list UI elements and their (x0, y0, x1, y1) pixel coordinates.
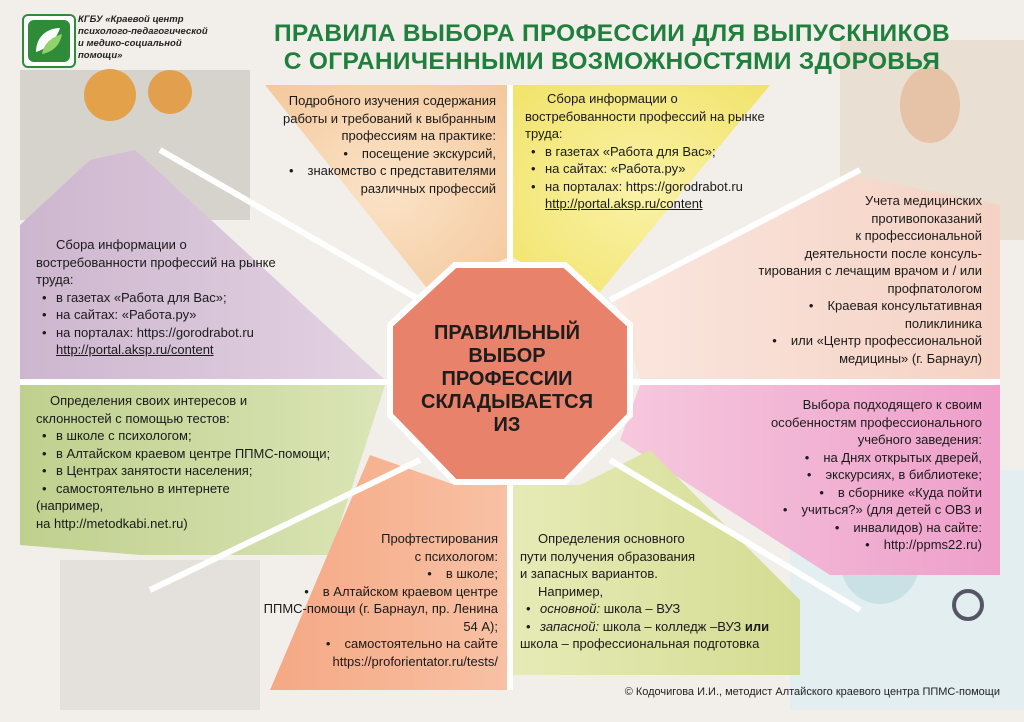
page-title (232, 20, 992, 76)
list-item-main (520, 600, 820, 618)
block-line: на http://metodkabi.net.ru) (36, 515, 188, 531)
portal-link[interactable]: http://portal.aksp.ru/content (56, 342, 214, 357)
or-word: или (744, 618, 770, 634)
list-item: • на порталах: https://gorodrabot.ru (525, 178, 805, 196)
block-line: учебного заведения: (857, 432, 982, 447)
block-line: Профтестирования (381, 531, 498, 546)
list-item: • учиться?» (для детей с ОВЗ и (730, 501, 982, 519)
list-item: • инвалидов) на сайте: (730, 519, 982, 537)
list-item: • или «Центр профессиональной медицины» (г. Барнаул) (730, 332, 982, 367)
block-line: Например, (538, 583, 604, 599)
block-line: труда: (36, 272, 74, 287)
block-line: востребованности профессий на рынке (36, 254, 276, 270)
list-item: • в газетах «Работа для Вас»; (36, 289, 326, 307)
main-text: школа – ВУЗ (600, 601, 681, 616)
block-line: и запасных вариантов. (520, 566, 658, 581)
block-line: тирования с лечащим врачом и / или (758, 263, 982, 278)
block-line: пути получения образования (520, 548, 696, 564)
hub-line: ВЫБОР (468, 345, 546, 367)
block-line: (например, (36, 498, 104, 513)
block-line: склонностей с помощью тестов: (36, 410, 230, 426)
list-item: • на Днях открытых дверей, (730, 449, 982, 467)
reserve-label: запасной: (540, 618, 600, 634)
portal-link[interactable]: http://portal.aksp.ru/content (545, 196, 703, 211)
block-testing (262, 530, 498, 670)
block-path (520, 530, 820, 653)
block-line: Определения основного (538, 531, 685, 546)
list-item: • посещение экскурсий, (244, 145, 496, 163)
org-line: помощи» (78, 50, 123, 61)
main-label: основной: (540, 601, 601, 616)
block-line: Подробного изучения содержания (288, 93, 496, 108)
list-item: • экскурсиях, в библиотеке; (730, 466, 982, 484)
title-line-2: С ОГРАНИЧЕННЫМИ ВОЗМОЖНОСТЯМИ ЗДОРОВЬЯ (283, 48, 941, 75)
block-line: профессиям на практике: (341, 128, 496, 143)
block-line: с психологом: (414, 548, 498, 564)
list-item: • на сайтах: «Работа.ру» (36, 306, 326, 324)
org-line: КГБУ «Краевой центр (78, 14, 184, 25)
logo (22, 14, 76, 68)
block-line: особенностям профессионального (770, 414, 982, 430)
list-item: • в школе; (262, 565, 498, 583)
block-medical (730, 192, 982, 367)
block-market-left (36, 236, 326, 359)
block-practice (244, 92, 496, 197)
block-line: школа – профессиональная подготовка (520, 636, 760, 651)
list-item: • на порталах: https://gorodrabot.ru (36, 324, 326, 342)
copyright: © Кодочигова И.И., методист Алтайского краевого центра ППМС-помощи (624, 686, 1000, 698)
reserve-text: школа – колледж –ВУЗ (599, 618, 745, 634)
block-line: работы и требований к выбранным (283, 110, 496, 126)
block-line: труда: (525, 126, 563, 141)
list-item: • в Алтайском краевом центре ППМС-помощи (г. Барнаул, пр. Ленина 54 А); (262, 583, 498, 636)
list-item: • в сборнике «Куда пойти (730, 484, 982, 502)
block-line: Сбора информации о (547, 91, 678, 106)
list-item: • Краевая консультативная поликлиника (730, 297, 982, 332)
hub-line: ИЗ (493, 414, 521, 436)
list-item: • в школе с психологом; (36, 427, 346, 445)
block-interests (36, 392, 346, 532)
hub-line: ПРАВИЛЬНЫЙ (433, 322, 581, 344)
list-item: • http://ppms22.ru) (730, 536, 982, 554)
block-line: Учета медицинских (864, 193, 982, 208)
leaf-logo-icon (26, 18, 72, 64)
hub-line: ПРОФЕССИИ (441, 368, 573, 390)
block-line: Определения своих интересов и (50, 393, 248, 408)
list-item: • в газетах «Работа для Вас»; (525, 143, 805, 161)
hub-label (402, 322, 612, 437)
block-line: востребованности профессий на рынке (525, 108, 765, 124)
org-line: психолого-педагогической (78, 26, 208, 37)
list-item: • самостоятельно в интернете (36, 480, 346, 498)
title-line-1: ПРАВИЛА ВЫБОРА ПРОФЕССИИ ДЛЯ ВЫПУСКНИКОВ (273, 20, 951, 47)
list-item: • в Алтайском краевом центре ППМС-помощи; (36, 445, 346, 463)
block-line: к профессиональной (855, 228, 982, 243)
hub-line: СКЛАДЫВАЕТСЯ (421, 391, 593, 413)
list-item: • самостоятельно на сайте https://proforientator.ru/tests/ (262, 635, 498, 670)
list-item: • в Центрах занятости населения; (36, 462, 346, 480)
organization-name (78, 14, 218, 62)
block-line: профпатологом (887, 280, 982, 296)
block-line: Выбора подходящего к своим (802, 397, 982, 412)
block-line: противопоказаний (871, 210, 982, 226)
block-line: Сбора информации о (56, 237, 187, 252)
list-item: • знакомство с представителями различных профессий (244, 162, 496, 197)
org-line: и медико-социальной (78, 38, 182, 49)
list-item-reserve (520, 618, 820, 636)
block-line: деятельности после консуль- (804, 245, 982, 261)
list-item: • на сайтах: «Работа.ру» (525, 160, 805, 178)
